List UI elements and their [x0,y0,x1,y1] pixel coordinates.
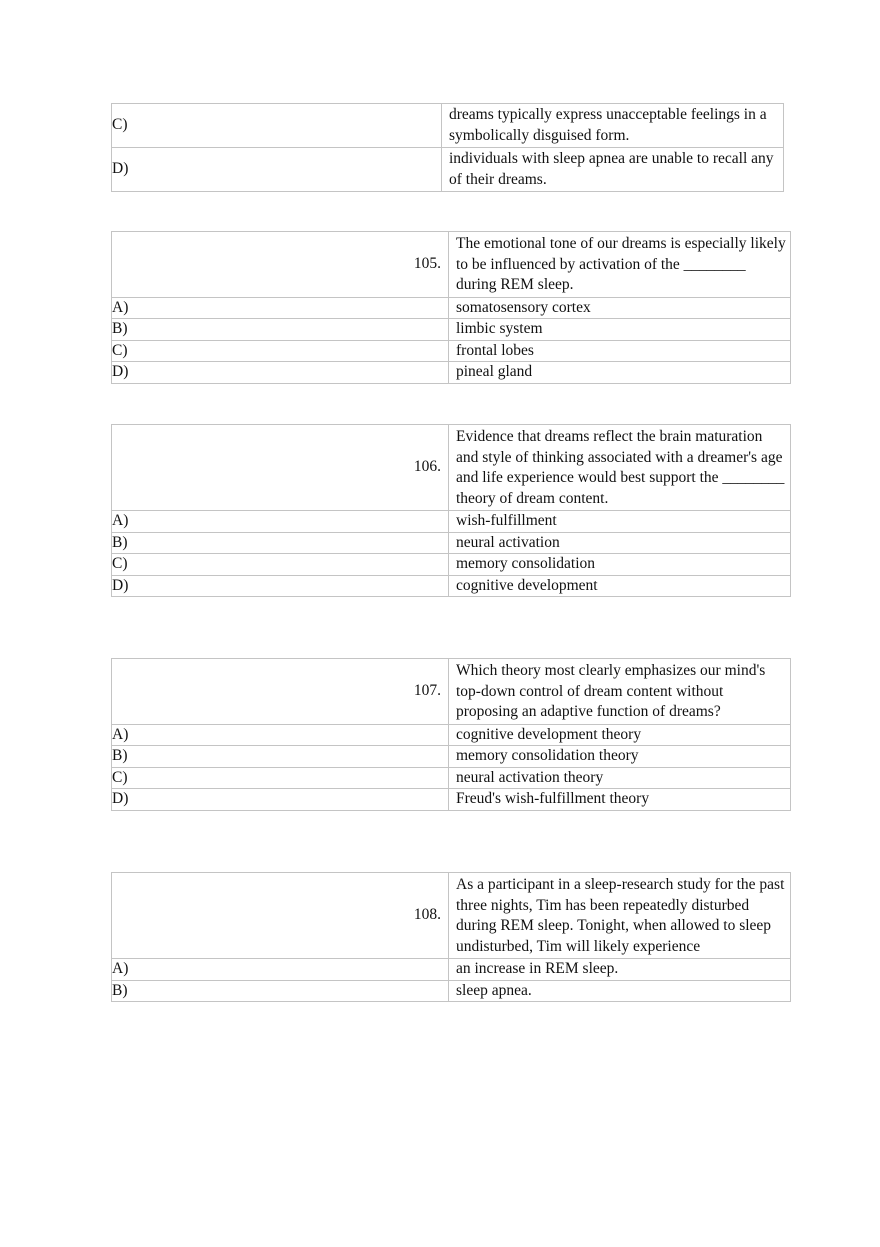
question-text: Which theory most clearly emphasizes our mind's top-down control of dream content without proposing an adaptive function of dreams? [449,659,791,725]
option-text: cognitive development [449,575,791,597]
option-text: neural activation theory [449,767,791,789]
question-row [112,425,791,511]
option-letter: D) [112,789,449,811]
question-block-106 [111,424,791,597]
option-letter: B) [112,980,449,1002]
option-letter: A) [112,511,449,533]
option-row [112,362,791,384]
question-block-108 [111,872,791,1002]
option-letter: B) [112,319,449,341]
question-number: 107. [112,659,449,725]
option-row [112,532,791,554]
question-block-107 [111,658,791,811]
option-row [112,319,791,341]
question-number: 105. [112,232,449,298]
option-letter: C) [112,554,449,576]
option-row [112,104,784,148]
option-letter: C) [112,104,442,148]
option-text: individuals with sleep apnea are unable to recall any of their dreams. [442,148,784,192]
option-text: sleep apnea. [449,980,791,1002]
question-number: 106. [112,425,449,511]
option-row [112,767,791,789]
option-text: cognitive development theory [449,724,791,746]
option-text: frontal lobes [449,340,791,362]
question-block-continued [111,103,784,192]
option-row [112,340,791,362]
option-row [112,297,791,319]
option-text: neural activation [449,532,791,554]
option-row [112,959,791,981]
option-letter: B) [112,532,449,554]
option-text: wish-fulfillment [449,511,791,533]
question-row [112,873,791,959]
option-row [112,575,791,597]
option-text: pineal gland [449,362,791,384]
option-text: dreams typically express unacceptable feelings in a symbolically disguised form. [442,104,784,148]
option-text: memory consolidation [449,554,791,576]
option-row [112,980,791,1002]
option-letter: A) [112,959,449,981]
option-row [112,746,791,768]
option-row [112,511,791,533]
option-text: memory consolidation theory [449,746,791,768]
option-letter: D) [112,362,449,384]
question-row [112,232,791,298]
option-letter: D) [112,148,442,192]
option-row [112,724,791,746]
question-text: Evidence that dreams reflect the brain maturation and style of thinking associated with a dreamer's age and life experience would best support the ________ theory of dream content. [449,425,791,511]
option-letter: B) [112,746,449,768]
option-letter: D) [112,575,449,597]
option-row [112,789,791,811]
option-row [112,148,784,192]
option-letter: A) [112,297,449,319]
option-letter: A) [112,724,449,746]
option-letter: C) [112,767,449,789]
option-text: limbic system [449,319,791,341]
option-text: somatosensory cortex [449,297,791,319]
option-text: Freud's wish-fulfillment theory [449,789,791,811]
question-text: The emotional tone of our dreams is especially likely to be influenced by activation of the ________ during REM sleep. [449,232,791,298]
question-row [112,659,791,725]
option-letter: C) [112,340,449,362]
option-row [112,554,791,576]
question-block-105 [111,231,791,384]
question-number: 108. [112,873,449,959]
question-text: As a participant in a sleep-research study for the past three nights, Tim has been repeatedly disturbed during REM sleep. Tonight, when allowed to sleep undisturbed, Tim will likely experience [449,873,791,959]
option-text: an increase in REM sleep. [449,959,791,981]
